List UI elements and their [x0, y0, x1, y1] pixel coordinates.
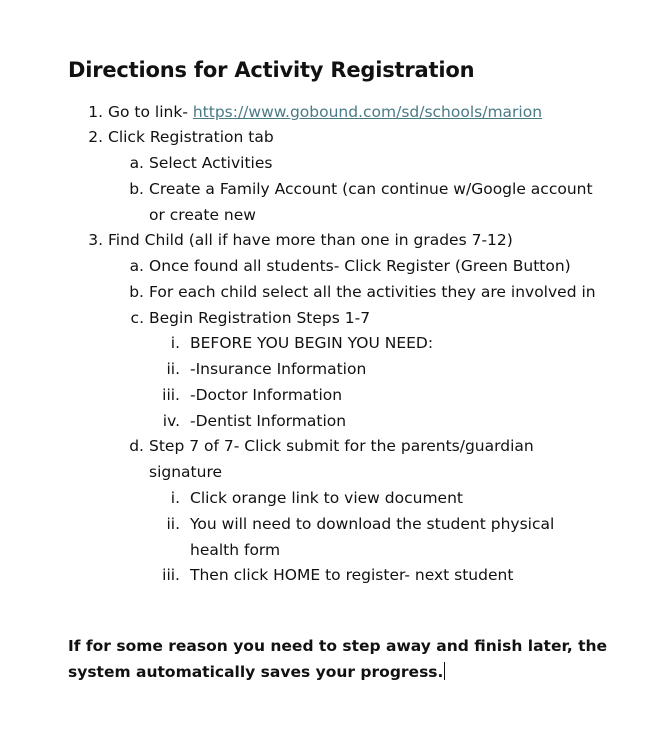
list-letter: b. [129, 180, 144, 198]
list-letter: d. [129, 437, 144, 455]
list-text: -Dentist Information [190, 412, 347, 430]
list-letter: a. [129, 257, 144, 275]
list-text: signature [149, 463, 223, 481]
page-title: Directions for Activity Registration [68, 58, 475, 82]
list-text: Find Child (all if have more than one in grades 7-12) [108, 231, 513, 249]
list-text: -Doctor Information [190, 386, 343, 404]
list-text: Then click HOME to register- next student [190, 566, 514, 584]
list-text: or create new [149, 206, 256, 224]
list-text: Create a Family Account (can continue w/Google account [149, 180, 593, 198]
list-text: You will need to download the student physical [190, 515, 555, 533]
list-text: Go to link- https://www.gobound.com/sd/schools/marion [108, 103, 543, 121]
list-roman: ii. [166, 360, 180, 378]
list-roman: i. [170, 489, 180, 507]
note-line-2: system automatically saves your progress. [68, 663, 444, 681]
list-letter: c. [130, 309, 144, 327]
list-text: -Insurance Information [190, 360, 367, 378]
note-line-1: If for some reason you need to step away and finish later, the [68, 637, 608, 655]
list-text: health form [190, 541, 281, 559]
list-number: 1. [88, 103, 103, 121]
list-text: Click Registration tab [108, 128, 274, 146]
list-roman: iii. [162, 566, 180, 584]
list-number: 3. [88, 231, 103, 249]
list-roman: i. [170, 334, 180, 352]
list-text: Select Activities [149, 154, 273, 172]
list-text: Click orange link to view document [190, 489, 463, 507]
gobound-link[interactable]: https://www.gobound.com/sd/schools/marion [192, 103, 543, 121]
list-roman: ii. [166, 515, 180, 533]
text-cursor [444, 662, 445, 680]
list-text: BEFORE YOU BEGIN YOU NEED: [190, 334, 434, 352]
autosave-note [68, 633, 628, 685]
list-text: Once found all students- Click Register (Green Button) [149, 257, 571, 275]
list-letter: a. [129, 154, 144, 172]
list-roman: iv. [162, 412, 180, 430]
list-number: 2. [88, 128, 103, 146]
list-text: Begin Registration Steps 1-7 [149, 309, 371, 327]
list-text: For each child select all the activities they are involved in [149, 283, 596, 301]
list-text: Step 7 of 7- Click submit for the parents/guardian [149, 437, 534, 455]
list-letter: b. [129, 283, 144, 301]
list-roman: iii. [162, 386, 180, 404]
